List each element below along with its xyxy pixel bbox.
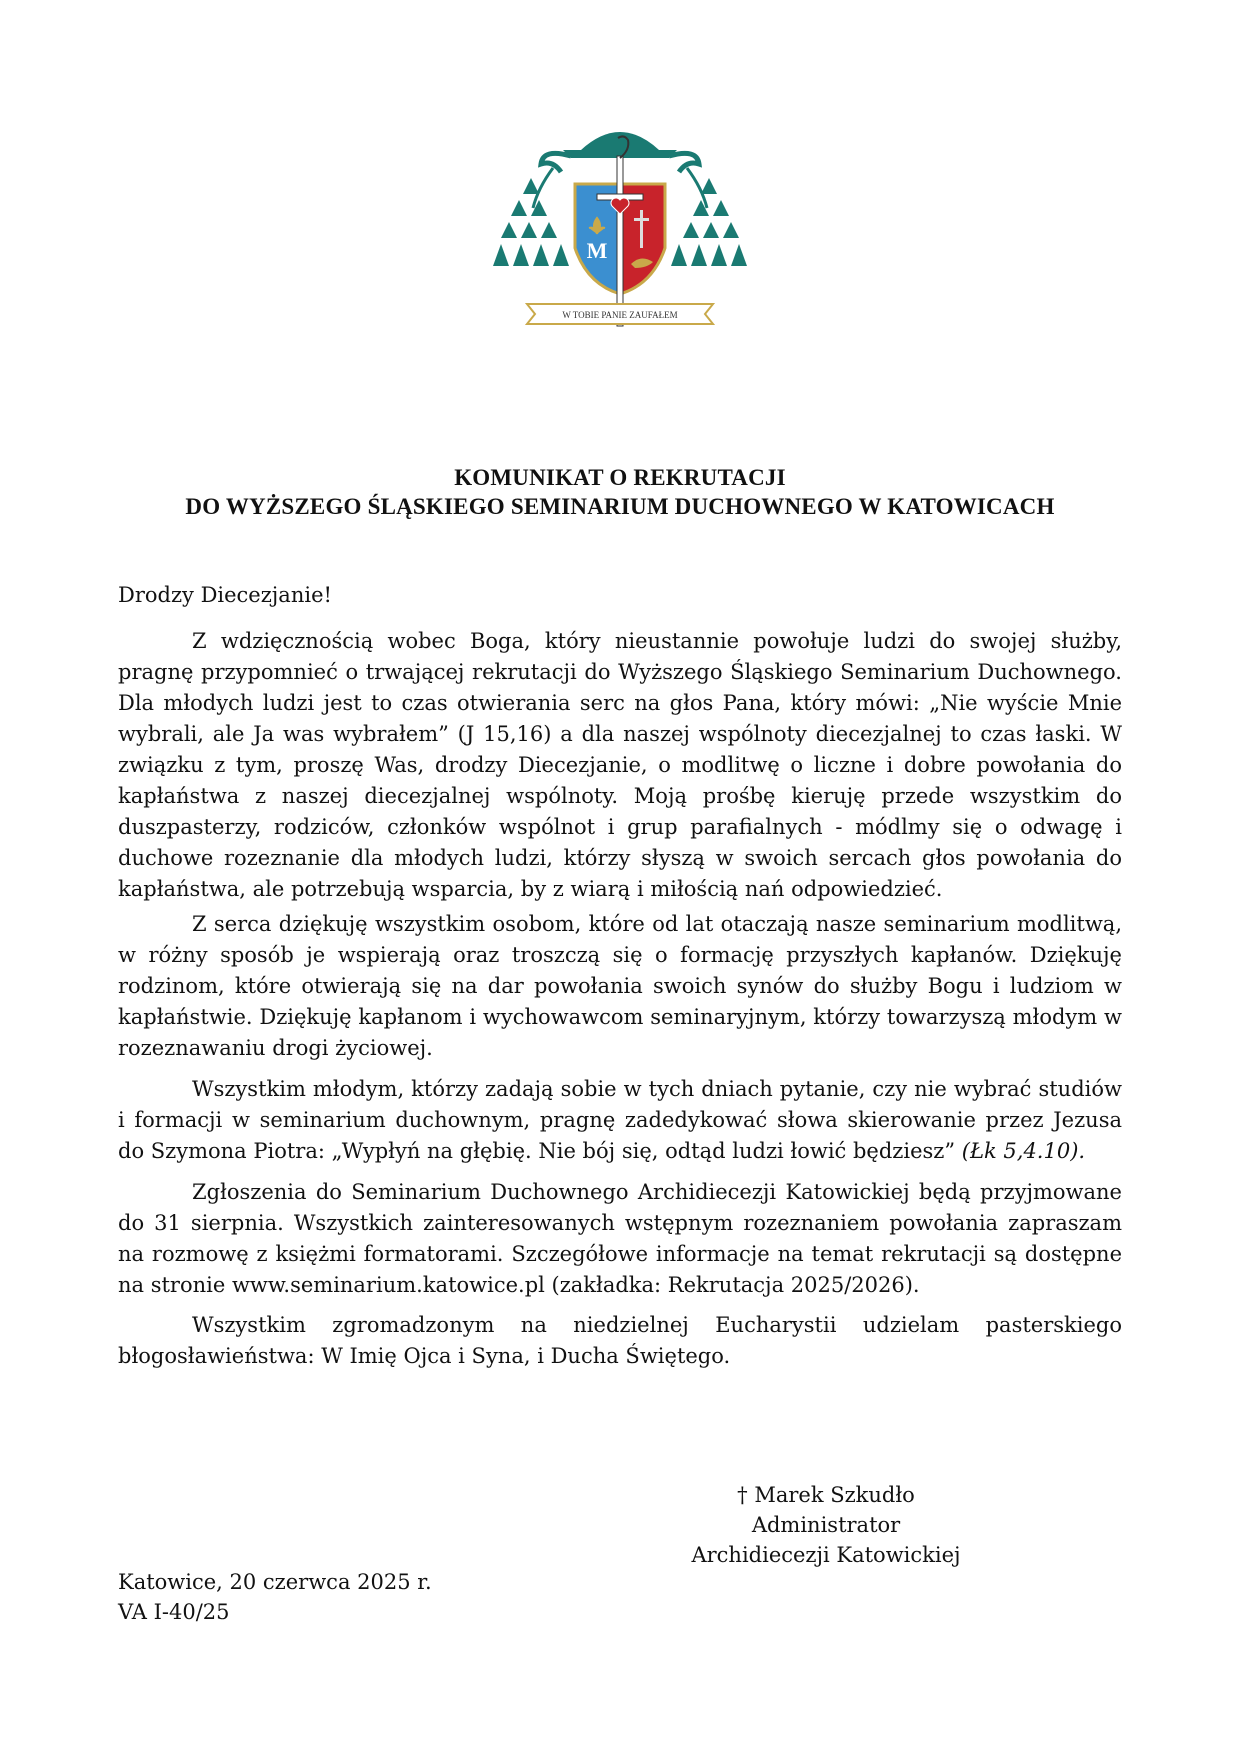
signature-diocese: Archidiecezji Katowickiej	[691, 1543, 961, 1567]
paragraph-5: Wszystkim zgromadzonym na niedzielnej Eucharystii udzielam pasterskiego błogosławieństwa: W Imię Ojca i Syna, i Ducha Świętego.	[118, 1313, 1122, 1368]
paragraph-3-text: Wszystkim młodym, którzy zadają sobie w tych dniach pytanie, czy nie wybrać studiów i formacji w seminarium duchownym, pragnę zadedykować słowa skierowanie przez Jezusa do Szymona Piotra: „Wypłyń na głębię. Nie bój się, odtąd ludzi łowić będziesz”	[118, 1077, 1122, 1163]
signature-name: † Marek Szkudło	[737, 1483, 915, 1507]
svg-text:M: M	[586, 238, 608, 263]
greeting: Drodzy Diecezjanie!	[118, 583, 332, 607]
coat-of-arms-motto: W TOBIE PANIE ZAUFAŁEM	[562, 310, 678, 320]
reference-number: VA I-40/25	[118, 1600, 230, 1624]
title-line-2: DO WYŻSZEGO ŚLĄSKIEGO SEMINARIUM DUCHOWNEGO W KATOWICACH	[185, 494, 1055, 519]
title-line-1: KOMUNIKAT O REKRUTACJI	[454, 465, 786, 490]
footer	[118, 1567, 432, 1627]
signature-role: Administrator	[751, 1513, 901, 1537]
signature-block	[666, 1480, 986, 1570]
coat-of-arms-emblem	[493, 118, 747, 354]
paragraph-1: Z wdzięcznością wobec Boga, który nieustannie powołuje ludzi do swojej służby, pragnę przypomnieć o trwającej rekrutacji do Wyższego Śląskiego Seminarium Duchownego. Dla młodych ludzi jest to czas otwierania serc na głos Pana, który mówi: „Nie wyście Mnie wybrali, ale Ja was wybrałem” (J 15,16) a dla naszej wspólnoty diecezjalnej to czas łaski. W związku z tym, proszę Was, drodzy Diecezjanie, o modlitwę o liczne i dobre powołania do kapłaństwa z naszej diecezjalnej wspólnoty. Moją prośbę kieruję przede wszystkim do duszpasterzy, rodziców, członków wspólnot i grup parafialnych - módlmy się o odwagę i duchowe rozeznanie dla młodych ludzi, którzy słyszą w swoich sercach głos powołania do kapłaństwa, ale potrzebują wsparcia, by z wiarą i miłością nań odpowiedzieć.	[118, 629, 1122, 901]
paragraph-4: Zgłoszenia do Seminarium Duchownego Archidiecezji Katowickiej będą przyjmowane do 31 sierpnia. Wszystkich zainteresowanych wstępnym rozeznaniem powołania zapraszam na rozmowę z księżmi formatorami. Szczegółowe informacje na temat rekrutacji są dostępne na stronie www.seminarium.katowice.pl (zakładka: Rekrutacja 2025/2026).	[118, 1180, 1122, 1297]
bible-citation: (Łk 5,4.10).	[961, 1139, 1086, 1163]
place-date: Katowice, 20 czerwca 2025 r.	[118, 1570, 432, 1594]
paragraph-2: Z serca dziękuję wszystkim osobom, które od lat otaczają nasze seminarium modlitwą, w różny sposób je wspierają oraz troszczą się o formację przyszłych kapłanów. Dziękuję rodzinom, które otwierają się na dar powołania swoich synów do służby Bogu i ludziom w kapłaństwie. Dziękuję kapłanom i wychowawcom seminaryjnym, którzy towarzyszą młodym w rozeznawaniu drogi życiowej.	[118, 912, 1122, 1060]
paragraph-3	[118, 1074, 1122, 1167]
